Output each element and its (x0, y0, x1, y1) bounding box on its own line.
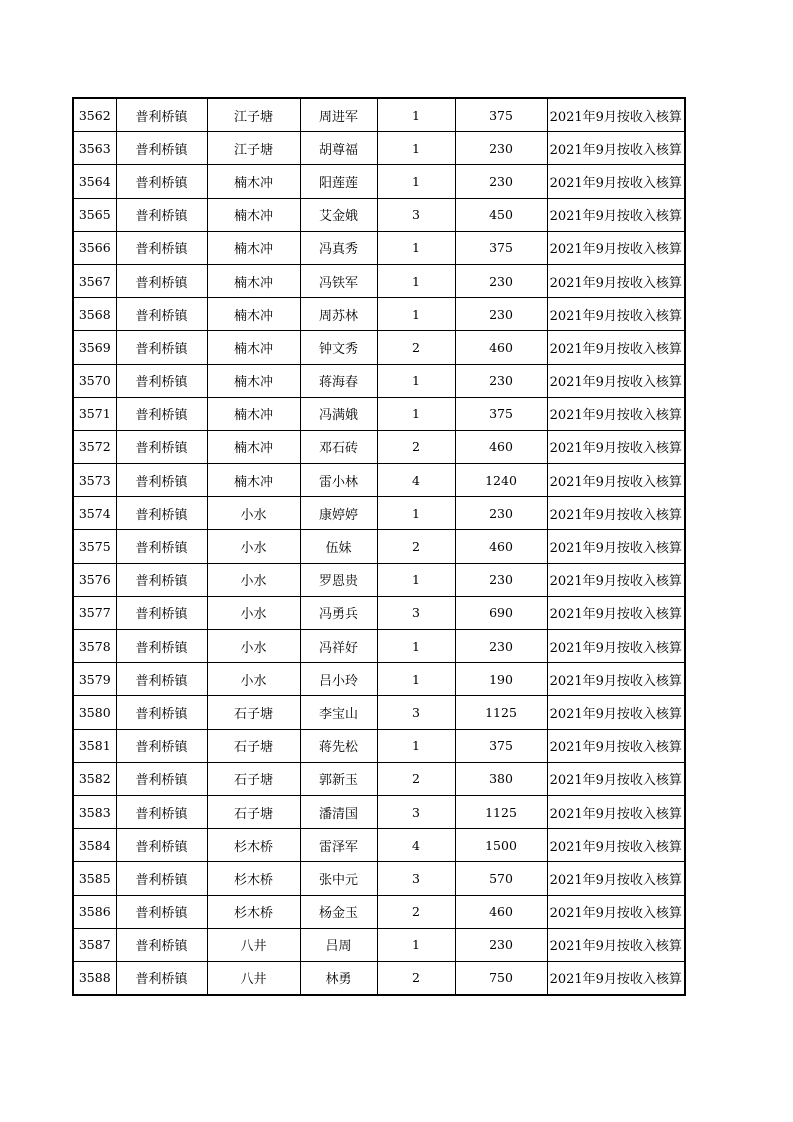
note-cell: 2021年9月按收入核算 (547, 530, 685, 563)
village-cell: 楠木冲 (207, 198, 300, 231)
row-id-cell: 3586 (73, 895, 116, 928)
table-row (73, 331, 685, 364)
amount-cell: 230 (455, 928, 547, 961)
note-cell: 2021年9月按收入核算 (547, 331, 685, 364)
table-row (73, 663, 685, 696)
village-cell: 八井 (207, 928, 300, 961)
table-row (73, 596, 685, 629)
row-id-cell: 3578 (73, 630, 116, 663)
amount-cell: 375 (455, 98, 547, 132)
name-cell: 罗恩贵 (300, 563, 377, 596)
note-cell: 2021年9月按收入核算 (547, 928, 685, 961)
name-cell: 林勇 (300, 961, 377, 995)
household-count-cell: 1 (377, 298, 455, 331)
household-count-cell: 3 (377, 696, 455, 729)
row-id-cell: 3581 (73, 729, 116, 762)
town-cell: 普利桥镇 (116, 563, 207, 596)
row-id-cell: 3576 (73, 563, 116, 596)
town-cell: 普利桥镇 (116, 364, 207, 397)
amount-cell: 190 (455, 663, 547, 696)
town-cell: 普利桥镇 (116, 397, 207, 430)
village-cell: 石子塘 (207, 729, 300, 762)
row-id-cell: 3564 (73, 165, 116, 198)
note-cell: 2021年9月按收入核算 (547, 961, 685, 995)
amount-cell: 375 (455, 729, 547, 762)
note-cell: 2021年9月按收入核算 (547, 762, 685, 795)
row-id-cell: 3575 (73, 530, 116, 563)
town-cell: 普利桥镇 (116, 132, 207, 165)
note-cell: 2021年9月按收入核算 (547, 298, 685, 331)
town-cell: 普利桥镇 (116, 961, 207, 995)
note-cell: 2021年9月按收入核算 (547, 729, 685, 762)
row-id-cell: 3565 (73, 198, 116, 231)
table-row (73, 729, 685, 762)
town-cell: 普利桥镇 (116, 331, 207, 364)
town-cell: 普利桥镇 (116, 231, 207, 264)
amount-cell: 230 (455, 497, 547, 530)
town-cell: 普利桥镇 (116, 663, 207, 696)
table-row (73, 530, 685, 563)
amount-cell: 450 (455, 198, 547, 231)
village-cell: 江子塘 (207, 98, 300, 132)
household-count-cell: 4 (377, 829, 455, 862)
amount-cell: 375 (455, 231, 547, 264)
row-id-cell: 3562 (73, 98, 116, 132)
note-cell: 2021年9月按收入核算 (547, 264, 685, 297)
amount-cell: 750 (455, 961, 547, 995)
note-cell: 2021年9月按收入核算 (547, 663, 685, 696)
village-cell: 小水 (207, 563, 300, 596)
household-count-cell: 1 (377, 264, 455, 297)
household-count-cell: 1 (377, 663, 455, 696)
name-cell: 冯真秀 (300, 231, 377, 264)
row-id-cell: 3571 (73, 397, 116, 430)
table-row (73, 298, 685, 331)
amount-cell: 375 (455, 397, 547, 430)
village-cell: 杉木桥 (207, 895, 300, 928)
amount-cell: 690 (455, 596, 547, 629)
household-count-cell: 1 (377, 397, 455, 430)
name-cell: 周进军 (300, 98, 377, 132)
row-id-cell: 3568 (73, 298, 116, 331)
row-id-cell: 3573 (73, 464, 116, 497)
household-count-cell: 1 (377, 231, 455, 264)
household-count-cell: 3 (377, 198, 455, 231)
note-cell: 2021年9月按收入核算 (547, 98, 685, 132)
amount-cell: 380 (455, 762, 547, 795)
household-count-cell: 2 (377, 331, 455, 364)
note-cell: 2021年9月按收入核算 (547, 364, 685, 397)
note-cell: 2021年9月按收入核算 (547, 198, 685, 231)
row-id-cell: 3582 (73, 762, 116, 795)
name-cell: 周苏林 (300, 298, 377, 331)
note-cell: 2021年9月按收入核算 (547, 596, 685, 629)
amount-cell: 230 (455, 132, 547, 165)
town-cell: 普利桥镇 (116, 98, 207, 132)
town-cell: 普利桥镇 (116, 696, 207, 729)
village-cell: 小水 (207, 530, 300, 563)
village-cell: 楠木冲 (207, 464, 300, 497)
town-cell: 普利桥镇 (116, 630, 207, 663)
town-cell: 普利桥镇 (116, 862, 207, 895)
table-row (73, 397, 685, 430)
row-id-cell: 3588 (73, 961, 116, 995)
amount-cell: 230 (455, 264, 547, 297)
note-cell: 2021年9月按收入核算 (547, 696, 685, 729)
village-cell: 八井 (207, 961, 300, 995)
name-cell: 冯勇兵 (300, 596, 377, 629)
amount-cell: 1500 (455, 829, 547, 862)
name-cell: 雷泽军 (300, 829, 377, 862)
name-cell: 吕周 (300, 928, 377, 961)
household-count-cell: 1 (377, 165, 455, 198)
table-row (73, 98, 685, 132)
table-row (73, 132, 685, 165)
name-cell: 雷小林 (300, 464, 377, 497)
name-cell: 邓石砖 (300, 430, 377, 463)
table-row (73, 563, 685, 596)
village-cell: 楠木冲 (207, 430, 300, 463)
row-id-cell: 3585 (73, 862, 116, 895)
name-cell: 冯祥好 (300, 630, 377, 663)
table-row (73, 862, 685, 895)
village-cell: 小水 (207, 630, 300, 663)
name-cell: 冯铁军 (300, 264, 377, 297)
town-cell: 普利桥镇 (116, 530, 207, 563)
household-count-cell: 1 (377, 729, 455, 762)
name-cell: 蒋海春 (300, 364, 377, 397)
household-count-cell: 1 (377, 563, 455, 596)
row-id-cell: 3584 (73, 829, 116, 862)
table-row (73, 264, 685, 297)
town-cell: 普利桥镇 (116, 729, 207, 762)
household-count-cell: 1 (377, 364, 455, 397)
row-id-cell: 3569 (73, 331, 116, 364)
table-row (73, 696, 685, 729)
town-cell: 普利桥镇 (116, 298, 207, 331)
table-row (73, 231, 685, 264)
amount-cell: 460 (455, 331, 547, 364)
name-cell: 伍妹 (300, 530, 377, 563)
household-count-cell: 2 (377, 430, 455, 463)
name-cell: 杨金玉 (300, 895, 377, 928)
note-cell: 2021年9月按收入核算 (547, 497, 685, 530)
name-cell: 钟文秀 (300, 331, 377, 364)
amount-cell: 460 (455, 530, 547, 563)
row-id-cell: 3579 (73, 663, 116, 696)
household-count-cell: 1 (377, 497, 455, 530)
town-cell: 普利桥镇 (116, 895, 207, 928)
household-count-cell: 1 (377, 630, 455, 663)
household-count-cell: 3 (377, 795, 455, 828)
village-cell: 杉木桥 (207, 829, 300, 862)
amount-cell: 230 (455, 165, 547, 198)
row-id-cell: 3570 (73, 364, 116, 397)
note-cell: 2021年9月按收入核算 (547, 464, 685, 497)
note-cell: 2021年9月按收入核算 (547, 397, 685, 430)
note-cell: 2021年9月按收入核算 (547, 132, 685, 165)
note-cell: 2021年9月按收入核算 (547, 862, 685, 895)
household-count-cell: 2 (377, 762, 455, 795)
village-cell: 楠木冲 (207, 264, 300, 297)
household-count-cell: 2 (377, 530, 455, 563)
table-row (73, 630, 685, 663)
row-id-cell: 3583 (73, 795, 116, 828)
village-cell: 楠木冲 (207, 298, 300, 331)
town-cell: 普利桥镇 (116, 165, 207, 198)
name-cell: 郭新玉 (300, 762, 377, 795)
household-count-cell: 1 (377, 98, 455, 132)
note-cell: 2021年9月按收入核算 (547, 795, 685, 828)
town-cell: 普利桥镇 (116, 430, 207, 463)
village-cell: 楠木冲 (207, 331, 300, 364)
amount-cell: 230 (455, 630, 547, 663)
household-count-cell: 3 (377, 862, 455, 895)
amount-cell: 570 (455, 862, 547, 895)
table-row (73, 497, 685, 530)
table-row (73, 829, 685, 862)
amount-cell: 460 (455, 895, 547, 928)
household-count-cell: 2 (377, 961, 455, 995)
table-row (73, 928, 685, 961)
row-id-cell: 3587 (73, 928, 116, 961)
note-cell: 2021年9月按收入核算 (547, 630, 685, 663)
row-id-cell: 3580 (73, 696, 116, 729)
name-cell: 吕小玲 (300, 663, 377, 696)
town-cell: 普利桥镇 (116, 198, 207, 231)
name-cell: 蒋先松 (300, 729, 377, 762)
name-cell: 艾金娥 (300, 198, 377, 231)
note-cell: 2021年9月按收入核算 (547, 430, 685, 463)
village-cell: 小水 (207, 497, 300, 530)
town-cell: 普利桥镇 (116, 596, 207, 629)
household-count-cell: 1 (377, 132, 455, 165)
row-id-cell: 3567 (73, 264, 116, 297)
row-id-cell: 3566 (73, 231, 116, 264)
household-count-cell: 2 (377, 895, 455, 928)
table-body (73, 98, 685, 995)
note-cell: 2021年9月按收入核算 (547, 895, 685, 928)
amount-cell: 1240 (455, 464, 547, 497)
table-row (73, 430, 685, 463)
note-cell: 2021年9月按收入核算 (547, 165, 685, 198)
town-cell: 普利桥镇 (116, 264, 207, 297)
table-row (73, 165, 685, 198)
row-id-cell: 3563 (73, 132, 116, 165)
town-cell: 普利桥镇 (116, 928, 207, 961)
household-count-cell: 3 (377, 596, 455, 629)
amount-cell: 230 (455, 364, 547, 397)
household-count-cell: 1 (377, 928, 455, 961)
village-cell: 楠木冲 (207, 231, 300, 264)
village-cell: 石子塘 (207, 762, 300, 795)
village-cell: 小水 (207, 663, 300, 696)
note-cell: 2021年9月按收入核算 (547, 563, 685, 596)
household-count-cell: 4 (377, 464, 455, 497)
data-table (72, 97, 686, 996)
table-row (73, 961, 685, 995)
table-row (73, 795, 685, 828)
amount-cell: 230 (455, 298, 547, 331)
town-cell: 普利桥镇 (116, 795, 207, 828)
row-id-cell: 3572 (73, 430, 116, 463)
table-row (73, 895, 685, 928)
table-row (73, 364, 685, 397)
note-cell: 2021年9月按收入核算 (547, 829, 685, 862)
amount-cell: 230 (455, 563, 547, 596)
name-cell: 阳莲莲 (300, 165, 377, 198)
table-row (73, 198, 685, 231)
table-row (73, 762, 685, 795)
amount-cell: 1125 (455, 696, 547, 729)
town-cell: 普利桥镇 (116, 464, 207, 497)
village-cell: 楠木冲 (207, 397, 300, 430)
village-cell: 小水 (207, 596, 300, 629)
name-cell: 康婷婷 (300, 497, 377, 530)
table-row (73, 464, 685, 497)
name-cell: 李宝山 (300, 696, 377, 729)
amount-cell: 1125 (455, 795, 547, 828)
town-cell: 普利桥镇 (116, 497, 207, 530)
village-cell: 石子塘 (207, 795, 300, 828)
row-id-cell: 3577 (73, 596, 116, 629)
town-cell: 普利桥镇 (116, 829, 207, 862)
name-cell: 胡尊福 (300, 132, 377, 165)
row-id-cell: 3574 (73, 497, 116, 530)
name-cell: 潘清国 (300, 795, 377, 828)
name-cell: 张中元 (300, 862, 377, 895)
note-cell: 2021年9月按收入核算 (547, 231, 685, 264)
village-cell: 江子塘 (207, 132, 300, 165)
name-cell: 冯满娥 (300, 397, 377, 430)
village-cell: 楠木冲 (207, 165, 300, 198)
village-cell: 杉木桥 (207, 862, 300, 895)
village-cell: 石子塘 (207, 696, 300, 729)
amount-cell: 460 (455, 430, 547, 463)
town-cell: 普利桥镇 (116, 762, 207, 795)
village-cell: 楠木冲 (207, 364, 300, 397)
